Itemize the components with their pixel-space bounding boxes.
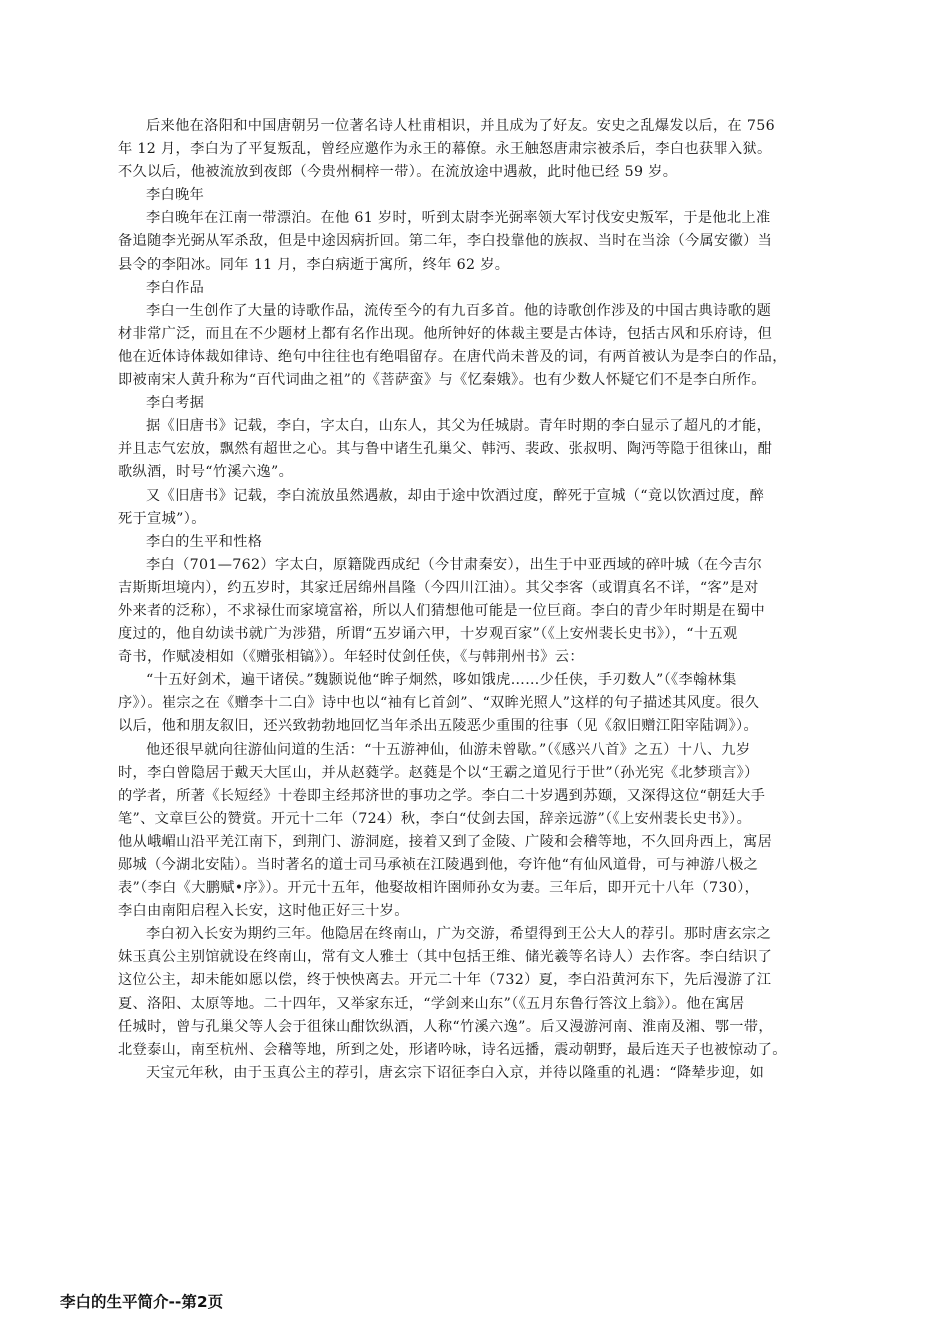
text-line: 并且志气宏放，飘然有超世之心。其与鲁中诸生孔巢父、韩沔、裴政、张叔明、陶沔等隐于徂徕山，酣 <box>118 441 773 458</box>
text-line: 以后，他和朋友叙旧，还兴致勃勃地回忆当年杀出五陵恶少重围的往事（见《叙旧赠江阳宰陆调》）。 <box>118 718 758 735</box>
text-line: 李白的生平和性格 <box>146 533 263 550</box>
text-line: 吉斯斯坦境内），约五岁时，其家迁居绵州昌隆（今四川江油）。其父李客（或谓真名不详，“客”是对 <box>118 579 759 596</box>
text-line: 任城时，曾与孔巢父等人会于徂徕山酣饮纵酒，人称“竹溪六逸”。后又漫游河南、淮南及湘、鄂一带， <box>118 1018 773 1035</box>
text-line: 郧城（今湖北安陆）。当时著名的道士司马承祯在江陵遇到他，夸许他“有仙风道骨，可与神游八极之 <box>118 857 759 873</box>
page-footer: 李白的生平简介--第2页 <box>60 1293 224 1311</box>
text-line: 县令的李阳冰。同年 11 月，李白病逝于寓所，终年 62 岁。 <box>118 256 510 273</box>
text-line: 的学者，所著《长短经》十卷即主经邦济世的事功之学。李白二十岁遇到苏颋，又深得这位“朝廷大手 <box>118 787 766 804</box>
text-line: 他从峨嵋山沿平羌江南下，到荆门、游洞庭，接着又到了金陵、广陵和会稽等地，不久回舟西上，寓居 <box>118 833 773 850</box>
text-line: 他在近体诗体裁如律诗、绝句中往往也有绝唱留存。在唐代尚未普及的词，有两首被认为是李白的作品， <box>118 348 787 365</box>
text-line: 李白初入长安为期约三年。他隐居在终南山，广为交游，希望得到王公大人的荐引。那时唐玄宗之 <box>146 926 772 943</box>
text-line: 奇书，作赋凌相如（《赠张相镐》）。年轻时仗剑任侠，《与韩荆州书》云： <box>118 649 584 666</box>
text-line: 李白一生创作了大量的诗歌作品，流传至今的有九百多首。他的诗歌创作涉及的中国古典诗歌的题 <box>146 302 772 319</box>
text-line: 妹玉真公主别馆就设在终南山，常有文人雅士（其中包括王维、储光羲等名诗人）去作客。李白结识了 <box>118 949 773 966</box>
text-line: “十五好剑术，遍干诸侯。”魏颢说他“眸子炯然，哆如饿虎……少任侠，手刃数人”（《李翰林集 <box>146 672 737 689</box>
text-line: 北登泰山，南至杭州、会稽等地，所到之处，形诸吟咏，诗名远播，震动朝野，最后连天子也被惊动了。 <box>118 1041 787 1058</box>
text-line: 不久以后，他被流放到夜郎（今贵州桐梓一带）。在流放途中遇赦，此时他已经 59 岁。 <box>118 164 678 181</box>
document-body <box>118 115 840 1085</box>
text-line: 备追随李光弼从军杀敌，但是中途因病折回。第二年，李白投靠他的族叔、当时在当涂（今属安徽）当 <box>118 233 773 250</box>
text-line: 李白作品 <box>146 279 205 296</box>
text-line: 歌纵酒，时号“竹溪六逸”。 <box>118 464 294 481</box>
text-line: 李白晚年在江南一带漂泊。在他 61 岁时，听到太尉李光弼率领大军讨伐安史叛军，于是他北上准 <box>146 210 771 227</box>
text-line: 序》）。崔宗之在《赠李十二白》诗中也以“袖有匕首剑”、“双眸光照人”这样的句子描述其风度。很久 <box>118 695 760 712</box>
text-line: 即被南宋人黄升称为“百代词曲之祖”的《菩萨蛮》与《忆秦娥》。也有少数人怀疑它们不是李白所作。 <box>118 372 766 389</box>
text-line: 夏、洛阳、太原等地。二十四年，又举家东迁，“学剑来山东”（《五月东鲁行答汶上翁》）。他在寓居 <box>118 995 745 1012</box>
text-line: 表”（李白《大鹏赋•序》）。开元十五年，他娶故相许圉师孙女为妻。三年后，即开元十八年（730）， <box>118 880 760 897</box>
text-line: 他还很早就向往游仙问道的生活：“十五游神仙，仙游未曾歇。”（《感兴八首》之五）十八、九岁 <box>146 741 751 758</box>
text-line: 年 12 月，李白为了平复叛乱，曾经应邀作为永王的幕僚。永王触怒唐肃宗被杀后，李白也获罪入狱。 <box>118 141 772 158</box>
text-line: 笔”、文章巨公的赞赏。开元十二年（724）秋，李白“仗剑去国，辞亲远游”（《上安州裴长史书》）。 <box>118 810 752 827</box>
text-line: 据《旧唐书》记载，李白，字太白，山东人，其父为任城尉。青年时期的李白显示了超凡的才能， <box>146 418 772 435</box>
text-line: 李白晚年 <box>146 187 205 204</box>
text-line: 度过的，他自幼读书就广为涉猎，所谓“五岁诵六甲，十岁观百家”（《上安州裴长史书》），“十五观 <box>118 626 738 643</box>
text-line: 李白考据 <box>146 395 205 412</box>
text-line: 又《旧唐书》记载，李白流放虽然遇赦，却由于途中饮酒过度，醉死于宣城（“竟以饮酒过度，醉 <box>146 487 765 504</box>
text-line: 时，李白曾隐居于戴天大匡山，并从赵蕤学。赵蕤是个以“王霸之道见行于世”（孙光宪《北梦琐言》） <box>118 764 759 781</box>
text-line: 李白（701—762）字太白，原籍陇西成纪（今甘肃秦安），出生于中亚西域的碎叶城（在今吉尔 <box>146 556 763 573</box>
text-line: 死于宣城”）。 <box>118 510 206 527</box>
text-line: 材非常广泛，而且在不少题材上都有名作出现。他所钟好的体裁主要是古体诗，包括古风和乐府诗，但 <box>118 325 773 342</box>
text-line: 天宝元年秋，由于玉真公主的荐引，唐玄宗下诏征李白入京，并待以隆重的礼遇：“降辇步迎，如 <box>146 1064 765 1081</box>
text-line: 这位公主，却未能如愿以偿，终于怏怏离去。开元二十年（732）夏，李白沿黄河东下，先后漫游了江 <box>118 972 772 989</box>
text-line: 外来者的泛称），不求禄仕而家境富裕，所以人们猜想他可能是一位巨商。李白的青少年时期是在蜀中 <box>118 602 766 619</box>
text-line: 后来他在洛阳和中国唐朝另一位著名诗人杜甫相识，并且成为了好友。安史之乱爆发以后，在 756 <box>146 118 776 134</box>
text-line: 李白由南阳启程入长安，这时他正好三十岁。 <box>118 903 409 920</box>
